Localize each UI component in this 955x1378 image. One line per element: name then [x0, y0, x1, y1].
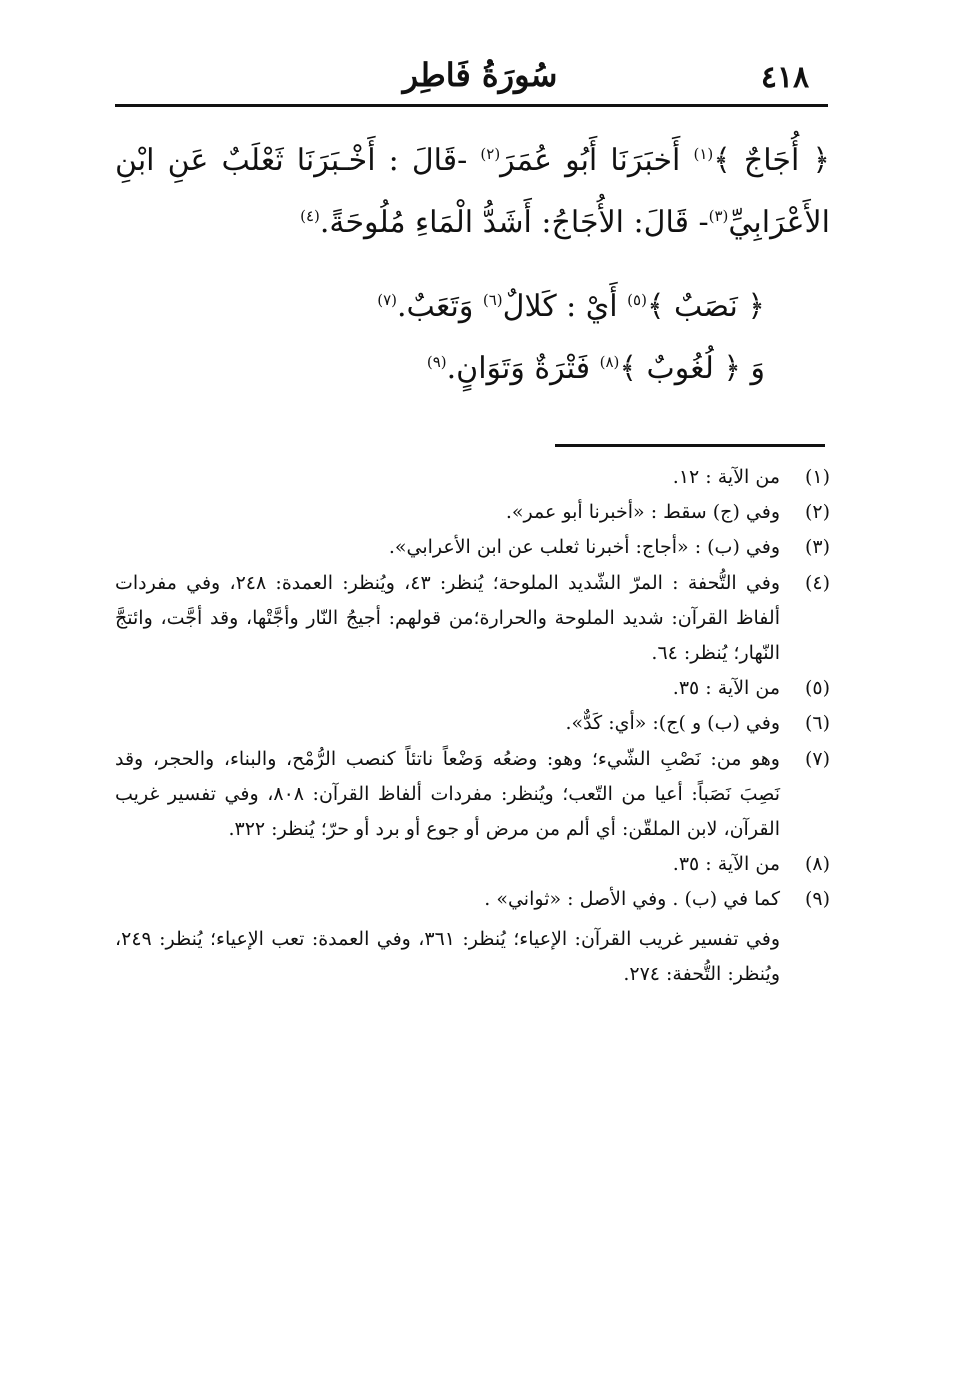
- footnote-number: (٩): [804, 888, 830, 911]
- footnote-text: من الآية : ٣٥.: [672, 677, 780, 700]
- footnote: [115, 495, 830, 530]
- text-run: ﴿ أُجَاجٌ ﴾: [713, 143, 830, 178]
- footnote-number: (٥): [804, 677, 830, 700]
- text-run: ﴿ نَصَبٌ ﴾: [646, 289, 765, 324]
- footnote-text: وفي (ب) : «أجاج: أخبرنا ثعلب عن ابن الأعرابي».: [388, 536, 780, 559]
- footnote-ref: (٢): [480, 145, 501, 163]
- footnote-ref: (٧): [377, 291, 398, 309]
- text-run: وَتَعَبٌ.: [397, 289, 483, 324]
- footnote: [115, 566, 830, 672]
- footnote-ref: (٤): [300, 207, 320, 225]
- footnote-number: (٣): [804, 536, 830, 559]
- footnote: [115, 460, 830, 495]
- footnote-ref: (٦): [482, 291, 503, 309]
- footnote-text: من الآية : ٣٥.: [672, 853, 780, 876]
- paragraph-ujaj: [115, 130, 830, 254]
- page-number: ٤١٨: [760, 60, 810, 95]
- footnote-number: (٤): [804, 571, 830, 594]
- footnote-number: (١): [804, 466, 830, 488]
- text-run: - قَالَ: الأُجَاجُ: أَشَدُّ الْمَاءِ مُلُوحَةً.: [319, 205, 709, 240]
- footnote-number: (٦): [804, 712, 830, 735]
- footnote-ref: (٥): [627, 291, 647, 309]
- footnote-ref: (١): [693, 145, 714, 163]
- footnote-rule: [555, 444, 825, 447]
- footnote-number: (٧): [804, 747, 830, 770]
- text-run: أَخبَرَنَا أَبُو عُمَرَ: [500, 143, 694, 178]
- footnote-ref: (٩): [426, 353, 447, 371]
- footnote-number: (٢): [804, 501, 830, 524]
- footnote-continuation: وفي تفسير غريب القرآن: الإعياء؛ يُنظر: ٣٦١، وفي العمدة: تعب الإعياء؛ يُنظر: ٢٤٩، ويُنظر: التُّحفة: ٢٧٤.: [115, 927, 781, 985]
- main-text: [115, 130, 830, 400]
- page-title: سُورَةُ فَاطِر: [402, 56, 558, 94]
- footnote-number: (٨): [804, 853, 830, 876]
- text-run: فَتْرَةٌ وَتَوَانٍ.: [446, 351, 600, 386]
- text-run: -قَالَ : أَخْـبَرَنَا ثَعْلَبٌ عَنِ ابْنِ الأَعْرَابِيِّ: [115, 143, 830, 240]
- footnote-text: كما في (ب) . وفي الأصل : «ثواني» .: [484, 888, 780, 911]
- footnote: [115, 742, 830, 848]
- footnote: [115, 706, 830, 741]
- line-lughub: [115, 338, 830, 400]
- text-run: وَ ﴿ لُغُوبٌ ﴾: [619, 351, 765, 386]
- footnote-text: وفي التُّحفة : المرّ الشّديد الملوحة؛ يُنظر: ٤٣، ويُنظر: العمدة: ٢٤٨، وفي مفردات ألفاظ القرآن: شديد الملوحة والحرارة؛من قولهم: أجيجُ النّار وأجَّتْها، وقد أجَّت، وائتجَّ النّهار؛ يُنظر: ٦٤.: [115, 571, 780, 665]
- footnote: [115, 530, 830, 565]
- footnotes: [115, 460, 830, 992]
- footnote-text: وهو من: نَصْبِ الشّيء؛ وهو: وضعُه وَضْعاً ناتئاً كنصب الرُّمْح، والبناء، والحجر، وقد نَصِبَ نَصَباً: أعيا من التّعب؛ ويُنظر: مفردات ألفاظ القرآن: ٨٠٨، وفي تفسير غريب القرآن، لابن الملقّن: أي ألم من مرض أو جوع أو برد أو حرّ؛ يُنظر: ٣٢٢.: [115, 747, 781, 841]
- footnote-ref: (٨): [599, 353, 620, 371]
- footnote: [115, 847, 830, 882]
- footnote-text: وفي (ج) سقط : «أخبرنا أبو عمر».: [505, 501, 780, 524]
- footnote: [115, 882, 830, 917]
- footnote-text: وفي (ب) و )ج): «أي: كَدٌّ».: [565, 712, 780, 735]
- footnote-ref: (٣): [708, 207, 729, 225]
- footnote-text: من الآية : ١٢.: [672, 466, 780, 488]
- footnote: [115, 671, 830, 706]
- header-rule: [115, 104, 828, 107]
- text-run: أَيْ : كَلالٌ: [502, 289, 628, 324]
- line-nasab: [115, 276, 830, 338]
